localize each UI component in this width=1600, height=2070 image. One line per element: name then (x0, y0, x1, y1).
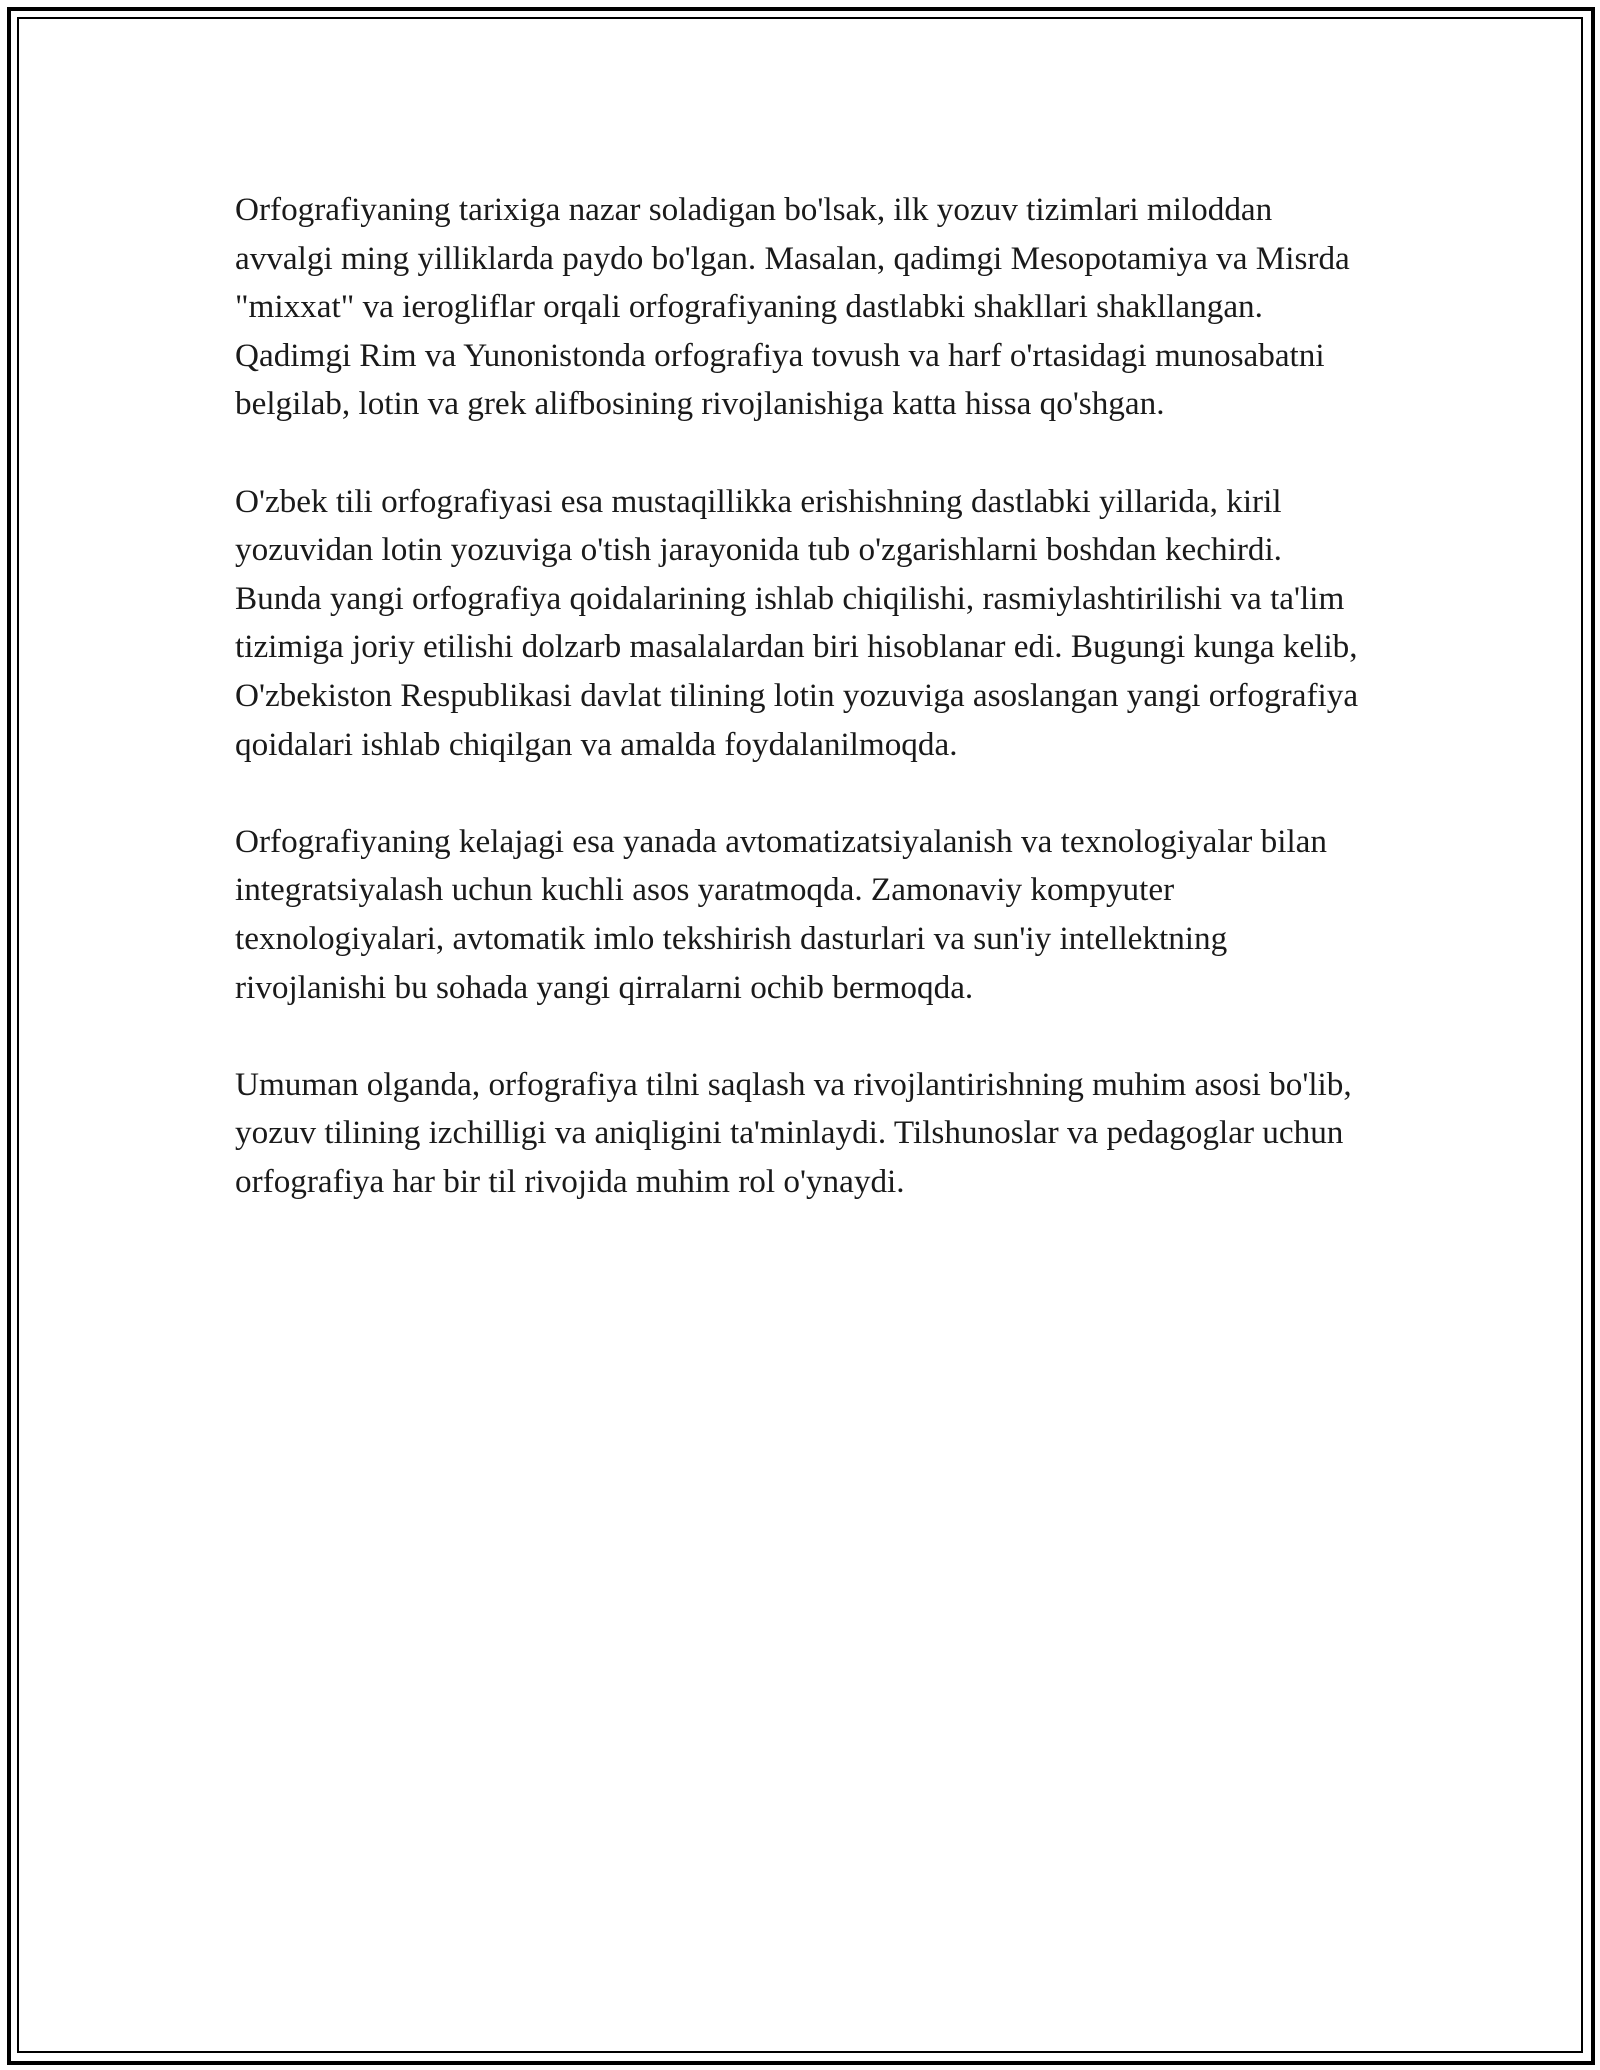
paragraph-uzbek-orthography: O'zbek tili orfografiyasi esa mustaqillikka erishishning dastlabki yillarida, kiril yozuvidan lotin yozuviga o'tish jarayonida tub o'zgarishlarni boshdan kechirdi. Bunda yangi orfografiya qoidalarining ishlab chiqilishi, rasmiylashtirilishi va ta'lim tizimiga joriy etilishi dolzarb masalalardan biri hisoblanar edi. Bugungi kunga kelib, O'zbekiston Respublikasi davlat tilining lotin yozuviga asoslangan yangi orfografiya qoidalari ishlab chiqilgan va amalda foydalanilmoqda. (235, 482, 1359, 763)
paragraph-future: Orfografiyaning kelajagi esa yanada avtomatizatsiyalanish va texnologiyalar bilan integratsiyalash uchun kuchli asos yaratmoqda. Zamonaviy kompyuter texnologiyalari, avtomatik imlo tekshirish dasturlari va sun'iy intellektning rivojlanishi bu sohada yangi qirralarni ochib bermoqda. (235, 822, 1328, 1006)
paragraph-conclusion: Umuman olganda, orfografiya tilni saqlash va rivojlantirishning muhim asosi bo'lib, yozuv tilining izchilligi va aniqligini ta'minlaydi. Tilshunoslar va pedagoglar uchun orfografiya har bir til rivojida muhim rol o'ynaydi. (235, 1065, 1352, 1200)
document-body (235, 186, 1370, 1255)
paragraph-history: Orfografiyaning tarixiga nazar soladigan bo'lsak, ilk yozuv tizimlari miloddan avvalgi ming yilliklarda paydo bo'lgan. Masalan, qadimgi Mesopotamiya va Misrda "mixxat" va ierogliflar orqali orfografiyaning dastlabki shakllari shakllangan. Qadimgi Rim va Yunonistonda orfografiya tovush va harf o'rtasidagi munosabatni belgilab, lotin va grek alifbosining rivojlanishiga katta hissa qo'shgan. (235, 191, 1350, 423)
